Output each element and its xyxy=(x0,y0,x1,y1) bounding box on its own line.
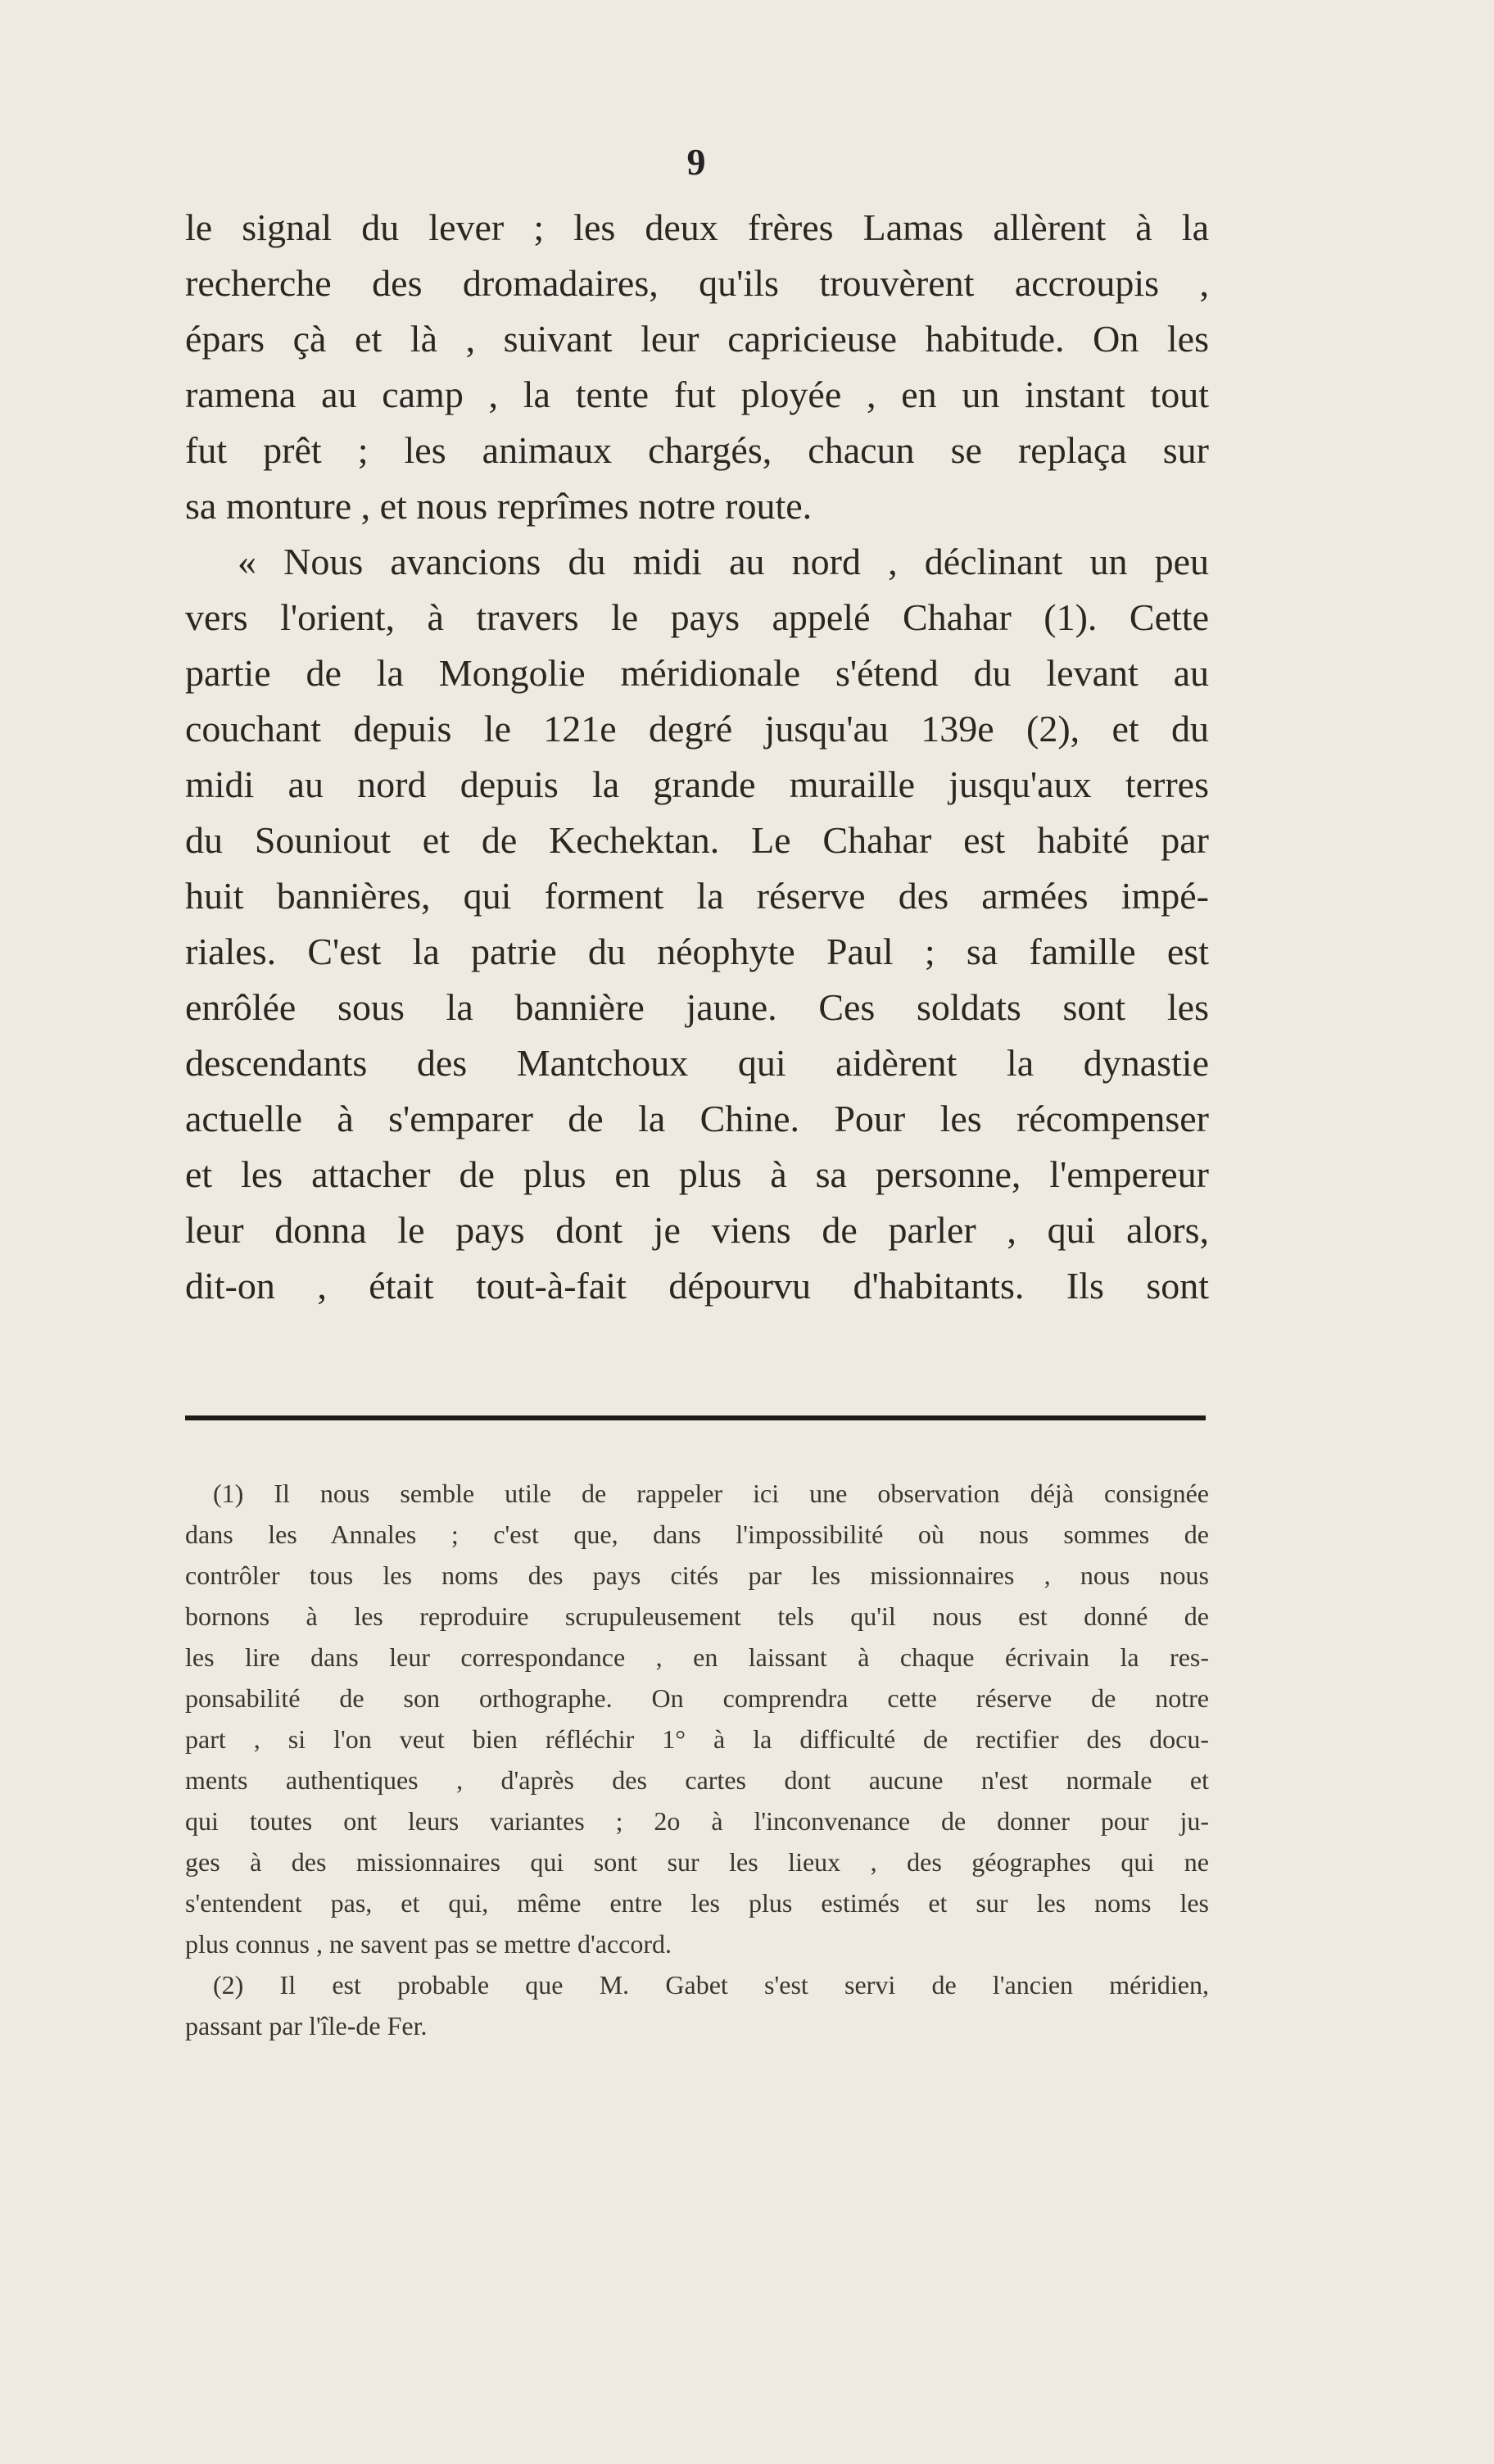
footnote-line: dans les Annales ; c'est que, dans l'impossibilité où nous sommes de xyxy=(185,1520,1209,1549)
text-line: le signal du lever ; les deux frères Lamas allèrent à la xyxy=(185,206,1209,248)
footnote-line: ges à des missionnaires qui sont sur les lieux , des géographes qui ne xyxy=(185,1847,1209,1877)
text-line: du Souniout et de Kechektan. Le Chahar est habité par xyxy=(185,819,1209,861)
footnote-separator-rule xyxy=(185,1415,1206,1420)
text-line: riales. C'est la patrie du néophyte Paul ; sa famille est xyxy=(185,931,1209,972)
footnote-line: qui toutes ont leurs variantes ; 2o à l'inconvenance de donner pour ju- xyxy=(185,1806,1209,1836)
text-line: actuelle à s'emparer de la Chine. Pour les récompenser xyxy=(185,1098,1209,1139)
footnote-line: (1) Il nous semble utile de rappeler ici une observation déjà consignée xyxy=(213,1479,1209,1508)
text-line: midi au nord depuis la grande muraille jusqu'aux terres xyxy=(185,763,1209,805)
text-line: sa monture , et nous reprîmes notre route. xyxy=(185,485,813,527)
footnote-line: passant par l'île-de Fer. xyxy=(185,2011,428,2040)
page-number: 9 xyxy=(686,141,706,183)
footnote-line: les lire dans leur correspondance , en laissant à chaque écrivain la res- xyxy=(185,1642,1209,1672)
footnote-line: s'entendent pas, et qui, même entre les plus estimés et sur les noms les xyxy=(185,1888,1209,1918)
text-line: « Nous avancions du midi au nord , déclinant un peu xyxy=(238,541,1209,582)
text-line: huit bannières, qui forment la réserve des armées impé- xyxy=(185,875,1209,917)
footnote-line: bornons à les reproduire scrupuleusement tels qu'il nous est donné de xyxy=(185,1601,1209,1631)
footnote-line: part , si l'on veut bien réfléchir 1° à la difficulté de rectifier des docu- xyxy=(185,1724,1209,1754)
text-line: et les attacher de plus en plus à sa personne, l'empereur xyxy=(185,1153,1209,1195)
text-line: fut prêt ; les animaux chargés, chacun se replaça sur xyxy=(185,429,1209,471)
text-line: enrôlée sous la bannière jaune. Ces soldats sont les xyxy=(185,986,1209,1028)
text-line: descendants des Mantchoux qui aidèrent la dynastie xyxy=(185,1042,1209,1084)
footnotes-block xyxy=(185,1473,1209,2046)
footnote-line: ponsabilité de son orthographe. On comprendra cette réserve de notre xyxy=(185,1683,1209,1713)
text-line: vers l'orient, à travers le pays appelé Chahar (1). Cette xyxy=(185,596,1209,638)
footnote-line: (2) Il est probable que M. Gabet s'est servi de l'ancien méridien, xyxy=(213,1970,1209,2000)
main-text-block xyxy=(185,200,1209,1314)
text-line: partie de la Mongolie méridionale s'étend du levant au xyxy=(185,652,1209,694)
footnote-line: contrôler tous les noms des pays cités par les missionnaires , nous nous xyxy=(185,1560,1209,1590)
text-line: ramena au camp , la tente fut ployée , en un instant tout xyxy=(185,374,1209,415)
text-line: épars çà et là , suivant leur capricieuse habitude. On les xyxy=(185,318,1209,360)
text-line: couchant depuis le 121e degré jusqu'au 139e (2), et du xyxy=(185,708,1209,750)
footnote-line: ments authentiques , d'après des cartes dont aucune n'est normale et xyxy=(185,1765,1209,1795)
text-line: leur donna le pays dont je viens de parler , qui alors, xyxy=(185,1209,1209,1251)
footnote-line: plus connus , ne savent pas se mettre d'accord. xyxy=(185,1929,672,1959)
text-line: recherche des dromadaires, qu'ils trouvèrent accroupis , xyxy=(185,262,1209,304)
text-line: dit-on , était tout-à-fait dépourvu d'habitants. Ils sont xyxy=(185,1265,1209,1307)
